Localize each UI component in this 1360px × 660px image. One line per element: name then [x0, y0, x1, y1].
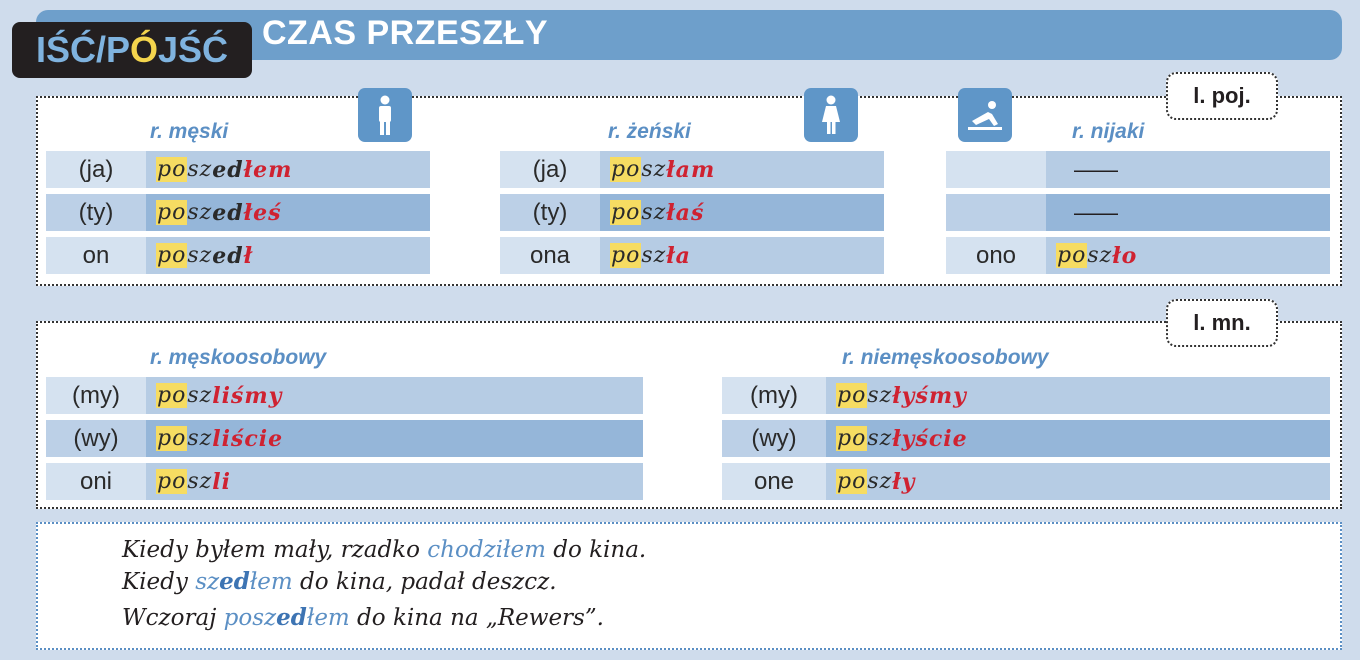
verb-form — [826, 420, 1330, 457]
stem: sz — [867, 426, 893, 451]
ending: ł — [243, 242, 254, 269]
pronoun: (ty) — [46, 194, 146, 231]
baby-icon — [958, 88, 1012, 142]
table-row — [46, 377, 643, 414]
verb-form — [826, 377, 1330, 414]
ending: łyśmy — [892, 382, 967, 409]
prefix: po — [611, 243, 641, 268]
gender-label-neuter: r. nijaki — [1072, 120, 1145, 143]
prefix: po — [837, 426, 867, 451]
example-text: do kina, padał deszcz. — [292, 569, 557, 595]
ending: łem — [243, 156, 293, 183]
stem: sz — [187, 383, 213, 408]
prefix: po — [611, 200, 641, 225]
stem: sz — [641, 200, 667, 225]
verb-form — [146, 194, 430, 231]
table-row — [946, 237, 1330, 274]
ending: łaś — [666, 199, 705, 226]
verb-form — [1046, 151, 1330, 188]
pronoun: one — [722, 463, 826, 500]
woman-icon — [804, 88, 858, 142]
stem: sz — [187, 469, 213, 494]
prefix: po — [1057, 243, 1087, 268]
prefix: po — [611, 157, 641, 182]
example-sentence — [122, 568, 557, 595]
pronoun: ona — [500, 237, 600, 274]
example-verb: łem — [306, 605, 350, 631]
verb-form — [600, 151, 884, 188]
prefix: po — [157, 200, 187, 225]
example-text: Kiedy — [122, 569, 196, 595]
gender-label-virile: r. męskoosobowy — [150, 346, 327, 369]
stem: sz — [1087, 243, 1113, 268]
stem-bold: ed — [212, 156, 244, 183]
verb-imperfective: IŚĆ — [35, 29, 96, 70]
example-text: Kiedy byłem mały, rzadko — [122, 537, 428, 563]
pronoun — [946, 194, 1046, 231]
prefix: po — [837, 469, 867, 494]
prefix: po — [157, 157, 187, 182]
pronoun: (my) — [46, 377, 146, 414]
ending: łyście — [892, 425, 968, 452]
stem-bold: ed — [212, 199, 244, 226]
verb-form — [1046, 194, 1330, 231]
pronoun: (wy) — [46, 420, 146, 457]
verb-form — [146, 237, 430, 274]
prefix: po — [157, 469, 187, 494]
table-row — [500, 237, 884, 274]
pronoun — [946, 151, 1046, 188]
stem: sz — [867, 469, 893, 494]
stem: sz — [187, 200, 213, 225]
prefix: po — [837, 383, 867, 408]
table-row — [722, 377, 1330, 414]
example-text: Wczoraj — [122, 605, 224, 631]
pronoun: (my) — [722, 377, 826, 414]
verb-form — [146, 377, 643, 414]
stem: sz — [867, 383, 893, 408]
pronoun: (ty) — [500, 194, 600, 231]
singular-number-label: l. poj. — [1166, 72, 1278, 120]
verb-perfective-highlight: Ó — [130, 29, 159, 70]
table-row — [946, 151, 1330, 188]
empty-dash: —— — [1074, 199, 1118, 225]
gender-label-masculine: r. męski — [150, 120, 229, 143]
stem: sz — [187, 243, 213, 268]
pronoun: (ja) — [46, 151, 146, 188]
example-verb: sz — [195, 569, 220, 595]
example-text: do kina. — [545, 537, 647, 563]
example-verb-stem: ed — [276, 604, 307, 631]
table-row — [46, 420, 643, 457]
gender-label-feminine: r. żeński — [608, 120, 691, 143]
table-row — [722, 420, 1330, 457]
table-row — [946, 194, 1330, 231]
table-row — [46, 237, 430, 274]
verb-perfective-start: P — [105, 29, 130, 70]
verb-form — [1046, 237, 1330, 274]
prefix: po — [157, 426, 187, 451]
ending: ła — [666, 242, 691, 269]
ending: ły — [892, 468, 916, 495]
section-title: CZAS PRZESZŁY — [262, 14, 549, 52]
pronoun: (ja) — [500, 151, 600, 188]
table-row — [46, 463, 643, 500]
verb-form — [146, 463, 643, 500]
pronoun: oni — [46, 463, 146, 500]
ending: liśmy — [212, 382, 283, 409]
stem-bold: ed — [212, 242, 244, 269]
example-sentence — [122, 537, 646, 563]
verb-tag — [12, 22, 252, 78]
verb-form — [600, 194, 884, 231]
prefix: po — [157, 243, 187, 268]
table-row — [46, 151, 430, 188]
ending: li — [212, 468, 231, 495]
prefix: po — [157, 383, 187, 408]
plural-number-label: l. mn. — [1166, 299, 1278, 347]
table-row — [500, 194, 884, 231]
man-icon — [358, 88, 412, 142]
example-verb: chodziłem — [427, 537, 546, 563]
pronoun: on — [46, 237, 146, 274]
table-row — [722, 463, 1330, 500]
verb-form — [826, 463, 1330, 500]
ending: łam — [666, 156, 716, 183]
example-verb-stem: ed — [219, 568, 250, 595]
stem: sz — [641, 157, 667, 182]
example-text: do kina na „Rewers”. — [349, 605, 604, 631]
verb-form — [600, 237, 884, 274]
example-sentence — [122, 604, 604, 631]
verb-form — [146, 151, 430, 188]
ending: łeś — [243, 199, 282, 226]
verb-form — [146, 420, 643, 457]
stem: sz — [641, 243, 667, 268]
table-row — [500, 151, 884, 188]
stem: sz — [187, 426, 213, 451]
ending: liście — [212, 425, 284, 452]
pronoun: (wy) — [722, 420, 826, 457]
pronoun: ono — [946, 237, 1046, 274]
table-row — [46, 194, 430, 231]
gender-label-nonvirile: r. niemęskoosobowy — [842, 346, 1049, 369]
ending: ło — [1112, 242, 1138, 269]
example-verb: łem — [249, 569, 293, 595]
verb-slash: / — [95, 29, 106, 70]
stem: sz — [187, 157, 213, 182]
verb-perfective-end: JŚĆ — [158, 29, 229, 70]
example-verb: posz — [223, 605, 277, 631]
empty-dash: —— — [1074, 156, 1118, 182]
